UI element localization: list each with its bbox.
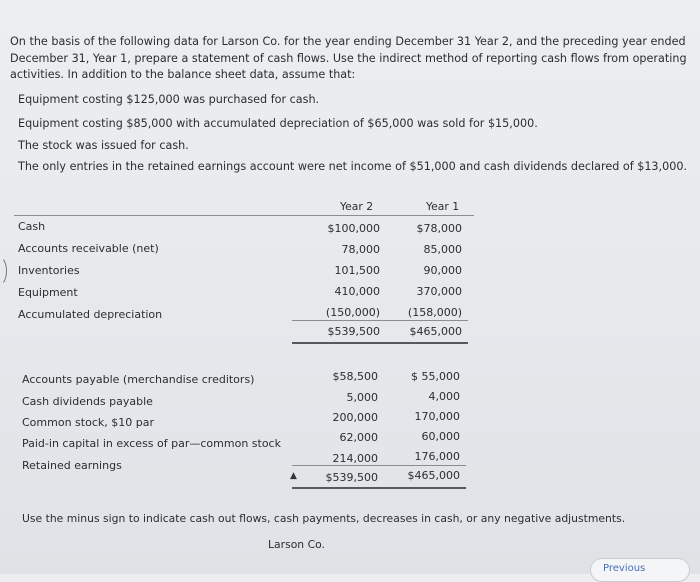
asset-label-receivable: Accounts receivable (net) (18, 242, 159, 255)
liab-label-common: Common stock, $10 par (22, 416, 154, 429)
liab-total-rule (292, 487, 466, 489)
asset-y1-accum-depr: (158,000) (407, 306, 462, 319)
liab-total-y2: $539,500 (325, 471, 378, 484)
asset-label-accum-depr: Accumulated depreciation (18, 308, 163, 321)
liab-y1-common: 170,000 (414, 410, 460, 423)
liab-label-dividends: Cash dividends payable (22, 395, 153, 408)
asset-label-equipment: Equipment (18, 286, 78, 299)
asset-y2-inventories: 101,500 (334, 264, 380, 277)
page-edge-arc (0, 256, 7, 286)
assets-total-y2: $539,500 (327, 325, 380, 338)
liab-y2-common: 200,000 (332, 411, 378, 424)
header-rule (14, 215, 474, 216)
assets-total-rule (292, 342, 468, 344)
liab-label-paid-in: Paid-in capital in excess of par—common stock (22, 437, 281, 450)
liab-y1-payable: $ 55,000 (411, 370, 460, 383)
assumption-4: The only entries in the retained earnings account were net income of $51,000 and cash dividends declared of $13,000. (18, 160, 688, 173)
company-name: Larson Co. (268, 538, 325, 551)
liab-label-payable: Accounts payable (merchandise creditors) (22, 373, 255, 386)
asset-y1-inventories: 90,000 (423, 264, 462, 277)
previous-button-label: Previous (603, 563, 646, 574)
asset-y1-cash: $78,000 (416, 222, 462, 235)
assumption-1: Equipment costing $125,000 was purchased for cash. (18, 93, 320, 106)
asset-label-cash: Cash (18, 220, 46, 233)
assets-subtotal-rule (292, 320, 468, 321)
previous-button[interactable] (590, 558, 690, 582)
liab-y2-retained: 214,000 (332, 452, 378, 465)
asset-y1-equipment: 370,000 (416, 285, 462, 298)
asset-y2-equipment: 410,000 (334, 285, 380, 298)
header-year1: Year 1 (426, 200, 460, 213)
assumption-2: Equipment costing $85,000 with accumulated depreciation of $65,000 was sold for $15,000. (18, 117, 538, 130)
asset-y2-receivable: 78,000 (341, 243, 380, 256)
liab-y1-paid-in: 60,000 (421, 430, 460, 443)
liab-y2-dividends: 5,000 (346, 391, 378, 404)
instruction-note: Use the minus sign to indicate cash out flows, cash payments, decreases in cash, or any negative adjustments. (22, 512, 626, 525)
assumption-3: The stock was issued for cash. (18, 139, 189, 152)
liab-total-y1: $465,000 (407, 469, 460, 482)
liab-y2-payable: $58,500 (332, 370, 378, 383)
assets-total-y1: $465,000 (409, 325, 462, 338)
asset-y2-cash: $100,000 (327, 222, 380, 235)
asset-y2-accum-depr: (150,000) (325, 306, 380, 319)
header-year2: Year 2 (340, 200, 374, 213)
liab-y1-dividends: 4,000 (428, 390, 460, 403)
liab-y2-paid-in: 62,000 (339, 431, 378, 444)
asset-label-inventories: Inventories (18, 264, 80, 277)
cursor-arrow-icon: ▲ (290, 471, 297, 481)
liab-label-retained: Retained earnings (22, 459, 122, 472)
liab-subtotal-rule (292, 465, 466, 466)
problem-intro: On the basis of the following data for Larson Co. for the year ending December 31 Year 2, and the preceding year ended December 31, Year 1, prepare a statement of cash flows. Use the indirect method of reporting cash flows from operating activities. In addition to the balance sheet data, assume that: (10, 35, 687, 81)
liab-y1-retained: 176,000 (414, 450, 460, 463)
asset-y1-receivable: 85,000 (423, 243, 462, 256)
